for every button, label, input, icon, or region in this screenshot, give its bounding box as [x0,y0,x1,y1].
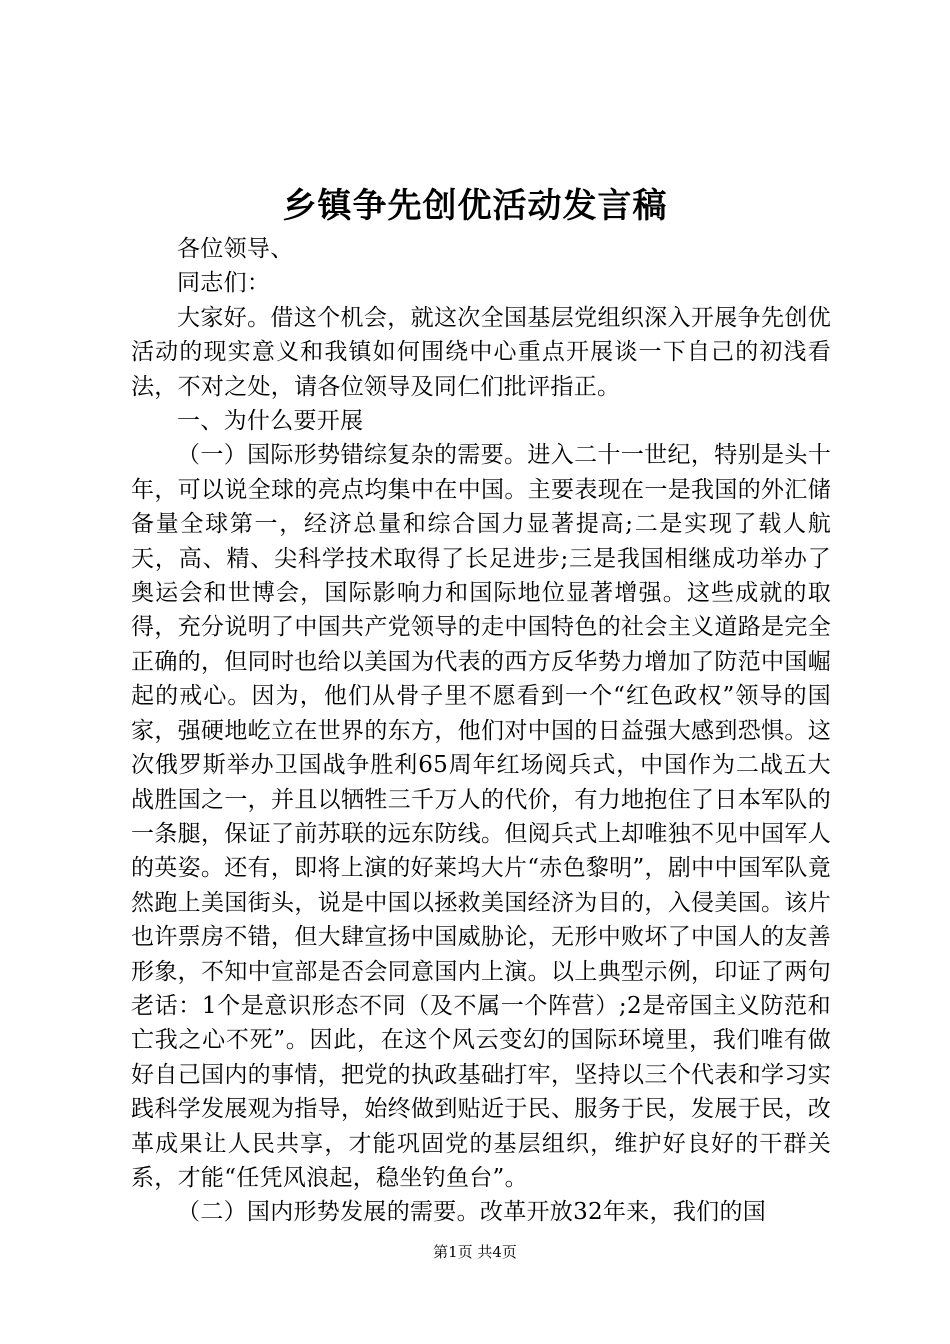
document-body [131,232,831,1230]
page-footer: 第1页 共4页 [433,1243,517,1261]
document-title: 乡镇争先创优活动发言稿 [282,186,668,226]
opening-paragraph: 大家好。借这个机会，就这次全国基层党组织深入开展争先创优活动的现实意义和我镇如何围绕中心重点开展谈一下自己的初浅看法，不对之处，请各位领导及同仁们批评指正。 [131,304,831,400]
subsection-international-paragraph: （一）国际形势错综复杂的需要。进入二十一世纪，特别是头十年，可以说全球的亮点均集中在中国。主要表现在一是我国的外汇储备量全球第一，经济总量和综合国力显著提高;二是实现了载人航天，高、精、尖科学技术取得了长足进步;三是我国相继成功举办了奥运会和世博会，国际影响力和国际地位显著增强。这些成就的取得，充分说明了中国共产党领导的走中国特色的社会主义道路是完全正确的，但同时也给以美国为代表的西方反华势力增加了防范中国崛起的戒心。因为，他们从骨子里不愿看到一个“红色政权”领导的国家，强硬地屹立在世界的东方，他们对中国的日益强大感到恐惧。这次俄罗斯举办卫国战争胜利65周年红场阅兵式，中国作为二战五大战胜国之一，并且以牺牲三千万人的代价，有力地抱住了日本军队的一条腿，保证了前苏联的远东防线。但阅兵式上却唯独不见中国军人的英姿。还有，即将上演的好莱坞大片“赤色黎明”，剧中中国军队竟然跑上美国街头，说是中国以拯救美国经济为目的，入侵美国。该片也许票房不错，但大肆宣扬中国威胁论，无形中败坏了中国人的友善形象，不知中宣部是否会同意国内上演。以上典型示例，印证了两句老话：1个是意识形态不同（及不属一个阵营）;2是帝国主义防范和亡我之心不死”。因此，在这个风云变幻的国际环境里，我们唯有做好自己国内的事情，把党的执政基础打牢，坚持以三个代表和学习实践科学发展观为指导，始终做到贴近于民、服务于民，发展于民，改革成果让人民共享，才能巩固党的基层组织，维护好良好的干群关系，才能“任凭风浪起，稳坐钓鱼台”。 [131,442,831,1191]
subsection-domestic-paragraph: （二）国内形势发展的需要。改革开放32年来，我们的国 [177,1199,767,1226]
salutation-leaders: 各位领导、 [177,236,294,262]
section-heading-why: 一、为什么要开展 [177,408,364,435]
salutation-comrades: 同志们： [177,270,271,297]
